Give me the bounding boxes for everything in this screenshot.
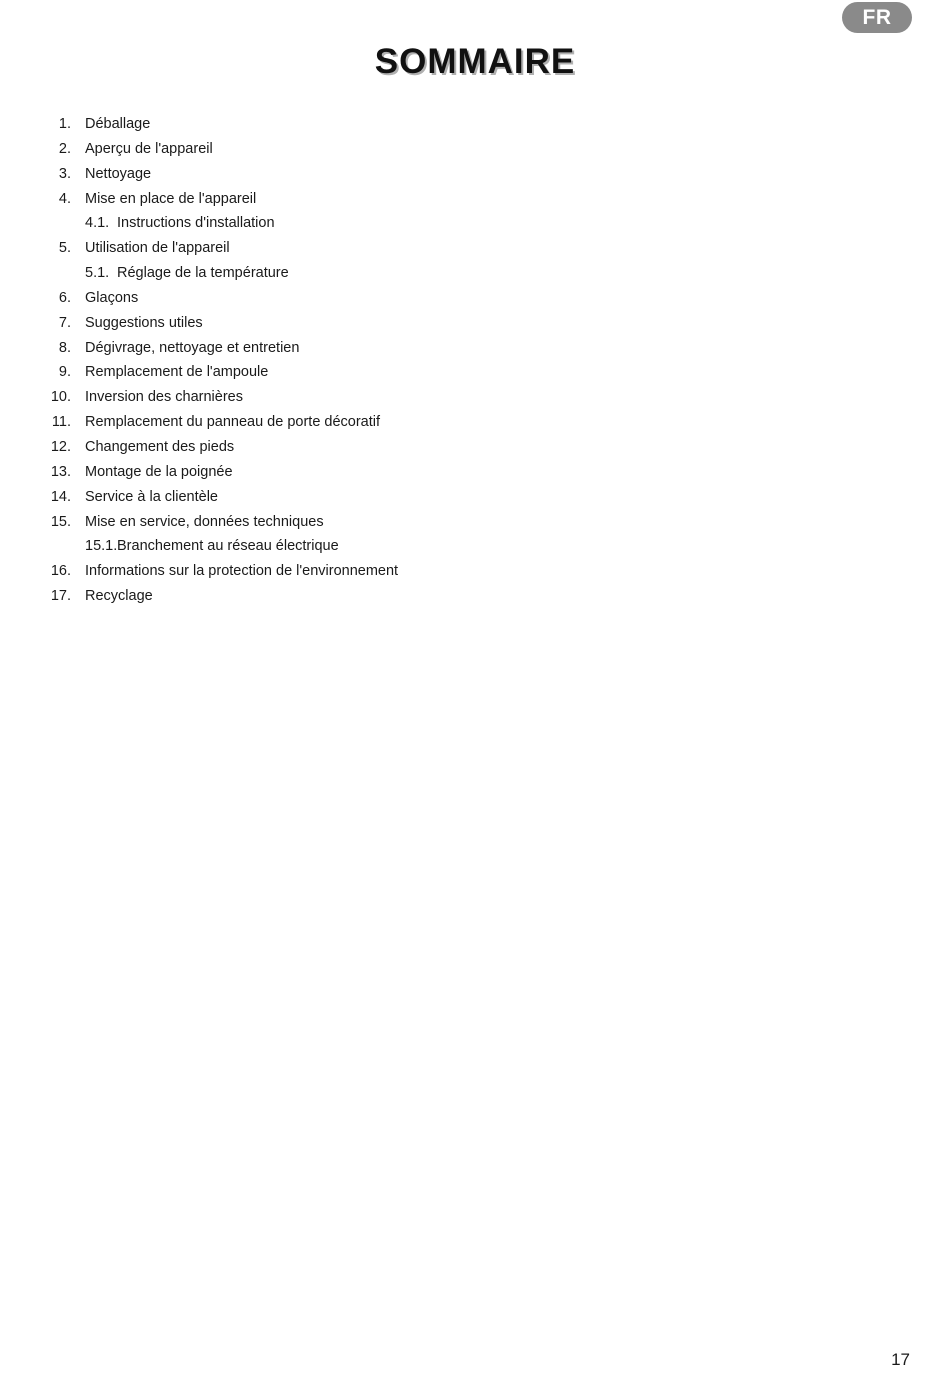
toc-item-label: Utilisation de l'appareil [85, 240, 230, 257]
toc-item-number: 12. [50, 438, 71, 455]
toc-item [0, 485, 700, 510]
toc-item-label: Suggestions utiles [85, 314, 203, 331]
toc-item-label: Remplacement du panneau de porte décoratif [85, 414, 381, 431]
toc-item-label: Mise en place de l'appareil [85, 190, 257, 207]
page-title: SOMMAIRE [374, 42, 576, 81]
toc-item [0, 584, 700, 609]
toc-item [0, 162, 700, 187]
toc-item [0, 435, 700, 460]
toc-item-number: 16. [50, 563, 71, 580]
toc-item-number: 7. [58, 314, 71, 331]
toc-item [0, 360, 700, 385]
toc-item-label: Informations sur la protection de l'environnement [85, 563, 399, 580]
toc-item-number: 8. [58, 339, 71, 356]
toc-item-number: 2. [58, 140, 71, 157]
toc-item-label: Service à la clientèle [85, 488, 218, 505]
toc-item-label: Inversion des charnières [85, 389, 243, 406]
page-number: 17 [891, 1350, 910, 1369]
toc-item-label: Déballage [85, 116, 151, 132]
toc-subitem [0, 534, 700, 559]
toc-subitem [0, 261, 700, 286]
toc-item-number: 4. [58, 190, 71, 207]
toc-item-number: 1. [58, 116, 71, 132]
toc-item-number: 13. [50, 463, 71, 480]
toc-item [0, 510, 700, 535]
toc-item [0, 137, 700, 162]
toc-item-label: Mise en service, données techniques [85, 513, 324, 530]
table-of-contents [0, 112, 700, 609]
toc-item [0, 559, 700, 584]
toc-item-number: 6. [58, 289, 71, 306]
toc-item-label: Remplacement de l'ampoule [85, 364, 269, 381]
toc-item-number: 14. [50, 488, 71, 505]
toc-item-number: 11. [51, 414, 71, 431]
toc-subitem-number: 5.1. [85, 265, 110, 282]
toc-subitem [0, 211, 700, 236]
toc-item [0, 336, 700, 361]
toc-item-number: 15. [50, 513, 71, 530]
toc-item [0, 187, 700, 212]
language-badge: FR [842, 2, 912, 33]
toc-item-label: Dégivrage, nettoyage et entretien [85, 339, 300, 356]
toc-item [0, 112, 700, 137]
toc-item-number: 9. [58, 364, 71, 381]
toc-item-label: Réglage de la température [117, 265, 289, 282]
toc-item-label: Branchement au réseau électrique [117, 538, 339, 555]
toc-item-number: 10. [50, 389, 71, 406]
toc-item [0, 286, 700, 311]
toc-subitem-number: 15.1. [85, 538, 118, 555]
toc-item-label: Instructions d'installation [117, 215, 275, 232]
toc-item-number: 3. [58, 165, 71, 182]
toc-item [0, 311, 700, 336]
toc-item [0, 385, 700, 410]
toc-item-label: Nettoyage [85, 165, 152, 182]
toc-item-label: Recyclage [85, 588, 153, 605]
toc-item-label: Aperçu de l'appareil [85, 140, 213, 157]
toc-item [0, 460, 700, 485]
toc-item-number: 5. [58, 240, 71, 257]
toc-subitem-number: 4.1. [85, 215, 110, 232]
toc-item-label: Changement des pieds [85, 438, 235, 455]
toc-item-label: Glaçons [85, 289, 139, 306]
toc-item [0, 410, 700, 435]
toc-item-label: Montage de la poignée [85, 463, 233, 480]
toc-item [0, 236, 700, 261]
toc-item-number: 17. [50, 588, 71, 605]
